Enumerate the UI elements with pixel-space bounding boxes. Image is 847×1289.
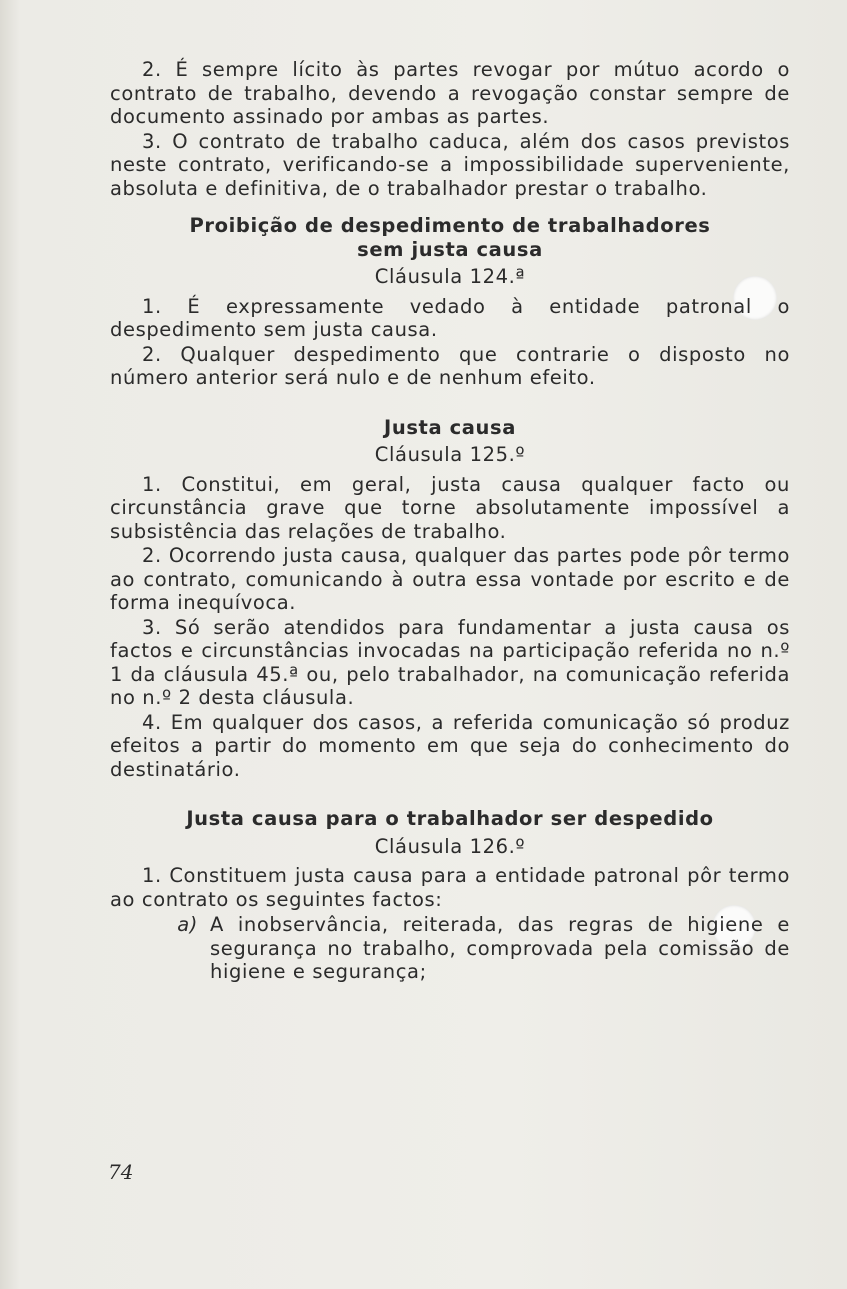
- paragraph: 3. O contrato de trabalho caduca, além dos casos previstos neste contrato, verificando-se a impossibilidade superveniente, absoluta e definitiva, de o trabalhador prestar o trabalho.: [110, 129, 790, 200]
- paragraph: 3. Só serão atendidos para fundamentar a justa causa os factos e circunstâncias invocadas na participação referida no n.º 1 da cláusula 45.ª ou, pelo trabalhador, na comunicação referida no n.º 2 desta cláusula.: [110, 615, 790, 709]
- paragraph: 4. Em qualquer dos casos, a referida comunicação só produz efeitos a partir do momento em que seja do conhecimento do destinatário.: [110, 710, 790, 781]
- clause-number: Cláusula 124.ª: [374, 265, 526, 288]
- list-item: [110, 913, 790, 984]
- section-heading: Justa causa para o trabalhador ser despedido: [186, 807, 714, 830]
- paragraph: 2. Ocorrendo justa causa, qualquer das partes pode pôr termo ao contrato, comunicando à outra essa vontade por escrito e de forma inequívoca.: [110, 544, 790, 614]
- paragraph: 1. Constituem justa causa para a entidade patronal pôr termo ao contrato os seguintes factos:: [110, 864, 790, 911]
- page-number: 74: [108, 1160, 134, 1184]
- paragraph: 1. É expressamente vedado à entidade patronal o despedimento sem justa causa.: [110, 294, 790, 341]
- list-item-label: a): [177, 913, 198, 936]
- heading-line: sem justa causa: [357, 237, 543, 261]
- paragraph: 2. Qualquer despedimento que contrarie o disposto no número anterior será nulo e de nenhum efeito.: [110, 342, 790, 389]
- heading-line: Proibição de despedimento de trabalhadores: [189, 214, 711, 237]
- paragraph: 2. É sempre lícito às partes revogar por mútuo acordo o contrato de trabalho, devendo a revogação constar sempre de documento assinado por ambas as partes.: [110, 58, 790, 128]
- page-body: [110, 58, 790, 984]
- paragraph: 1. Constitui, em geral, justa causa qualquer facto ou circunstância grave que torne absolutamente impossível a subsistência das relações de trabalho.: [110, 472, 790, 543]
- clause-number: Cláusula 126.º: [374, 834, 526, 858]
- list-item-text: A inobservância, reiterada, das regras de higiene e segurança no trabalho, comprovada pela comissão de higiene e segurança;: [210, 913, 790, 983]
- section-heading: Justa causa: [384, 415, 516, 439]
- clause-number: Cláusula 125.º: [374, 443, 526, 466]
- section-heading: [110, 214, 790, 261]
